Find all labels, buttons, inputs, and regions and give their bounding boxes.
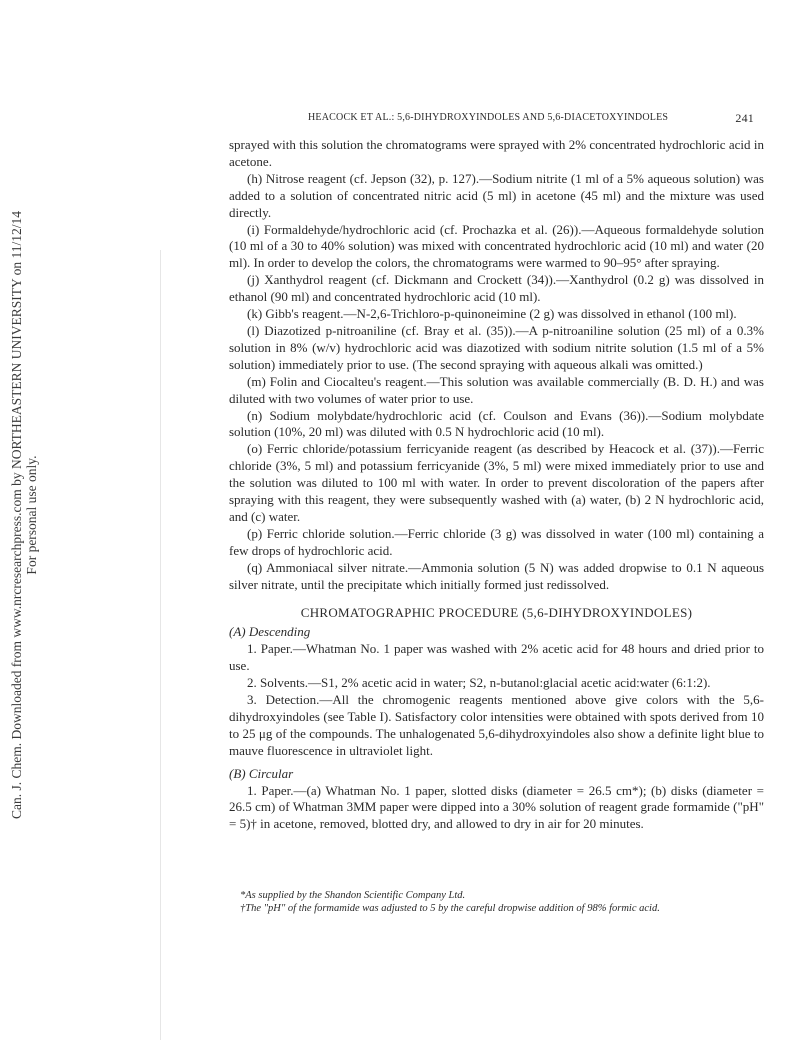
running-header [308,111,754,127]
paragraph-o: (o) Ferric chloride/potassium ferricyanide reagent (as described by Heacock et al. (37)).—Ferric chloride (3%, 5 ml) and potassium ferricyanide (3%, 5 ml) were mixed immediately prior to use and the solution was diluted to 100 ml with water. In order to prevent discoloration of the papers after spraying with this reagent, they were subsequently washed with (a) water, (b) 2 N hydrochloric acid, and (c) water. [229,441,764,524]
footnotes [240,890,740,915]
section-heading: CHROMATOGRAPHIC PROCEDURE (5,6-DIHYDROXYINDOLES) [300,605,693,621]
paper-item-b1: 1. Paper.—(a) Whatman No. 1 paper, slotted disks (diameter = 26.5 cm*); (b) disks (diameter = 26.5 cm) of Whatman 3MM paper were dipped into a 30% solution of reagent grade formamide ("pH" = 5)† in acetone, removed, blotted dry, and allowed to dry in air for 20 minutes. [229,782,764,832]
paragraph-h: (h) Nitrose reagent (cf. Jepson (32), p. 127).—Sodium nitrite (1 ml of a 5% aqueous solution) was added to a solution of concentrated nitric acid (5 ml) in acetone (45 ml) and the mixture was used directly. [229,170,764,220]
paragraph: sprayed with this solution the chromatograms were sprayed with 2% concentrated hydrochloric acid in acetone. [229,137,764,169]
watermark-line-1: Can. J. Chem. Downloaded from www.nrcresearchpress.com by NORTHEASTERN UNIVERSITY on 11/12/14 [9,210,24,820]
paragraph-m: (m) Folin and Ciocalteu's reagent.—This solution was available commercially (B. D. H.) and was diluted with two volumes of water prior to use. [229,373,764,406]
footnote-dagger: †The "pH" of the formamide was adjusted to 5 by the careful dropwise addition of 98% formic acid. [240,902,660,914]
article-body [229,137,764,833]
paragraph-k: (k) Gibb's reagent.—N-2,6-Trichloro-p-quinoneimine (2 g) was dissolved in ethanol (100 ml). [247,306,737,322]
subsection-heading-a: (A) Descending [229,624,311,640]
paragraph-i: (i) Formaldehyde/hydrochloric acid (cf. Prochazka et al. (26)).—Aqueous formaldehyde solution (10 ml of a 30 to 40% solution) was mixed with concentrated hydrochloric acid (10 ml) and water (20 ml). In order to develop the colors, the chromatograms were warmed to 90–95° after spraying. [229,221,764,271]
solvents-item-a2: 2. Solvents.—S1, 2% acetic acid in water; S2, n-butanol:glacial acetic acid:water (6:1:2). [247,675,711,691]
subsection-heading-b: (B) Circular [229,765,294,781]
paragraph-j: (j) Xanthydrol reagent (cf. Dickmann and Crockett (34)).—Xanthydrol (0.2 g) was dissolved in ethanol (90 ml) and concentrated hydrochloric acid (10 ml). [229,272,764,305]
download-watermark [0,0,39,1052]
paragraph-p: (p) Ferric chloride solution.—Ferric chloride (3 g) was dissolved in water (100 ml) containing a few drops of hydrochloric acid. [229,525,764,558]
paragraph-n: (n) Sodium molybdate/hydrochloric acid (cf. Coulson and Evans (36)).—Sodium molybdate solution (10%, 20 ml) was diluted with 0.5 N hydrochloric acid (10 ml). [229,407,764,440]
watermark-line-2: For personal use only. [24,455,39,575]
paragraph-l: (l) Diazotized p-nitroaniline (cf. Bray et al. (35)).—A p-nitroaniline solution (25 ml) of a 0.3% solution in 8% (w/v) hydrochloric acid was diazotized with sodium nitrite solution (1.5 ml of a 5% solution) immediately prior to use. (The second spraying with aqueous alkali was omitted.) [229,322,764,372]
running-title: HEACOCK ET AL.: 5,6-DIHYDROXYINDOLES AND 5,6-DIACETOXYINDOLES [308,112,669,123]
paper-item-a1: 1. Paper.—Whatman No. 1 paper was washed with 2% acetic acid for 48 hours and dried prior to use. [229,641,764,674]
detection-item-a3: 3. Detection.—All the chromogenic reagents mentioned above give colors with the 5,6-dihydroxyindoles (see Table I). Satisfactory color intensities were obtained with spots derived from 10 to 25 μg of the compounds. The unhalogenated 5,6-dihydroxyindoles also show a definite light blue to mauve fluorescence in ultraviolet light. [229,692,764,758]
scan-edge-line [160,250,161,1040]
page-number: 241 [735,111,754,125]
footnote-star: *As supplied by the Shandon Scientific Company Ltd. [240,890,466,901]
paragraph-q: (q) Ammoniacal silver nitrate.—Ammonia solution (5 N) was added dropwise to 0.1 N aqueous silver nitrate, until the precipitate which initially formed just redissolved. [229,559,764,592]
